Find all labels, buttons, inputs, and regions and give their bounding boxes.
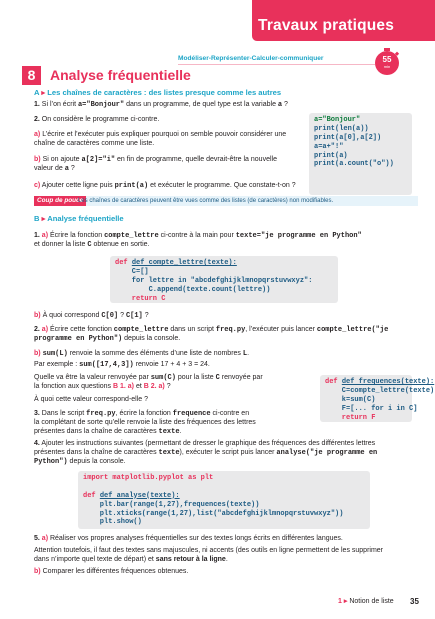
code-line: print(a[0],a[2]) [314, 133, 382, 142]
question-b3: 3. Dans le script freq.py, écrire la fonction frequence ci-contre en [34, 410, 250, 418]
duration-badge [376, 53, 398, 75]
code-block-frequences [320, 375, 435, 422]
question-b4-line3: Python") depuis la console. [34, 458, 126, 466]
page-header-title: Travaux pratiques [258, 17, 395, 34]
code-line: F=[... for i in C] [325, 404, 418, 413]
code-block-analyse [78, 471, 370, 529]
question-a1: 1. Si l’on écrit a="Bonjour" dans un programme, de quel type est la variable a ? [34, 101, 288, 109]
code-line: plt.bar(range(1,27),frequences(texte)) [83, 500, 260, 509]
code-line: import matplotlib.pyplot as plt [83, 474, 214, 482]
code-line: print(a) [314, 151, 348, 160]
question-b4-line2: présentes dans la chaîne de caractères texte), exécuter le script puis lancer analyse("je programme en [34, 449, 378, 457]
code-line: C.append(texte.count(lettre)) [115, 285, 271, 294]
code-line: return C [115, 294, 166, 303]
code-line: C=compte_lettre(texte) [325, 386, 435, 395]
part-a-title: Les chaînes de caractères : des listes presque comme les autres [47, 88, 282, 97]
footer-chapter: 1 ▸ Notion de liste [338, 598, 394, 605]
code-line [83, 483, 365, 492]
section-number: 8 [22, 66, 41, 85]
competencies-label: Modéliser-Représenter-Calculer-communiquer [178, 55, 324, 62]
code-line: k=sum(C) [325, 395, 376, 404]
question-b2b-line4: la fonction aux questions B 1. a) et B 2. a) ? [34, 383, 171, 390]
note-line1: Attention toutefois, il faut des textes sans majuscules, ni accents (des outils en ligne permettent de les supprimer [34, 547, 384, 554]
question-b3-line3: présentes dans la chaîne de caractères texte. [34, 428, 182, 436]
code-line: plt.xticks(range(1,27),list("abcdefghijklmnopqrstuvwxyz")) [83, 509, 344, 518]
code-line: for lettre in "abcdefghijklmnopqrstuvwxyz": [115, 276, 313, 285]
question-a2a: a) L’écrire et l’exécuter puis expliquer pourquoi on semble pouvoir considérer une [34, 131, 287, 138]
tip-text: Les chaînes de caractères peuvent être vues comme des listes (de caractères) non modifiables. [78, 198, 334, 204]
code-line: print(len(a)) [314, 124, 369, 133]
code-line: print(a.count("o")) [314, 160, 394, 169]
arrow-icon: ▸ [41, 88, 46, 97]
example-line: Par exemple : sum([17,4,3]) renvoie 17 + 4 + 3 = 24. [34, 361, 210, 369]
question-a2b-line2: valeur de a ? [34, 165, 75, 173]
question-a2: 2. On considère le programme ci-contre. [34, 116, 160, 123]
question-a2a-line2: chaîne de caractères comme une liste. [34, 140, 155, 147]
question-b5b: b) Comparer les différentes fréquences obtenues. [34, 568, 189, 575]
part-b-heading [34, 214, 124, 223]
code-line: a=a+"!" [314, 142, 344, 151]
question-b1b: b) À quoi correspond C[0] ? C[1] ? [34, 312, 149, 320]
question-b5a: 5. a) Réaliser vos propres analyses fréquentielles sur des textes longs écrits en différentes langues. [34, 535, 343, 542]
section-title: Analyse fréquentielle [50, 67, 191, 83]
code-line: plt.show() [83, 518, 142, 527]
question-b2b: b) sum(L) renvoie la somme des éléments d’une liste de nombres L. [34, 350, 250, 358]
question-b4: 4. Ajouter les instructions suivantes (permettant de dresser le graphique des fréquences des différentes lettres [34, 440, 376, 447]
arrow-icon: ▸ [41, 214, 46, 223]
code-block-compte-lettre [110, 256, 338, 303]
code-line: C=[] [115, 267, 149, 276]
code-line: return F [325, 413, 376, 422]
page-number: 35 [410, 597, 419, 606]
question-b2b-line3: Quelle va être la valeur renvoyée par sum(C) pour la liste C renvoyée par [34, 374, 263, 382]
divider [178, 64, 375, 65]
part-b-letter: B [34, 214, 40, 223]
question-b2a-line2: programme en Python") depuis la console. [34, 335, 181, 343]
question-b3-line2: la complétant de sorte qu’elle renvoie la liste des fréquences des lettres [34, 419, 256, 426]
code-block-a [309, 113, 412, 195]
question-b1a-line2: et donner la liste C obtenue en sortie. [34, 241, 150, 249]
code-line: a="Bonjour" [314, 116, 361, 124]
part-a-letter: A [34, 88, 40, 97]
part-b-title: Analyse fréquentielle [47, 214, 124, 223]
question-b2a: 2. a) Écrire cette fonction compte_lettre dans un script freq.py, l’exécuter puis lancer compte_lettre("je [34, 326, 389, 334]
question-b1a: 1. a) Écrire la fonction compte_lettre ci-contre à la main pour texte="je programme en Python" [34, 232, 362, 240]
code-line: def def analyse(texte): [83, 491, 180, 500]
duration-unit: min [383, 64, 391, 69]
code-line: def def compte_lettre(texte): [115, 259, 237, 267]
part-a-heading [34, 88, 281, 97]
note-line2: dans n’importe quel texte de départ) et sans retour à la ligne. [34, 556, 228, 563]
code-line: def def frequences(texte): [325, 378, 435, 386]
duration-value: 55 [382, 55, 392, 64]
tip-box [34, 196, 418, 206]
question-a2c: c) Ajouter cette ligne puis print(a) et exécuter le programme. Que constate-t-on ? [34, 182, 296, 190]
tip-label: Coup de pouce [34, 196, 86, 206]
question-a2b: b) Si on ajoute a[2]="i" en fin de programme, quelle devrait-être la nouvelle [34, 156, 277, 164]
question-b2b-line5: À quoi cette valeur correspond-elle ? [34, 396, 149, 403]
